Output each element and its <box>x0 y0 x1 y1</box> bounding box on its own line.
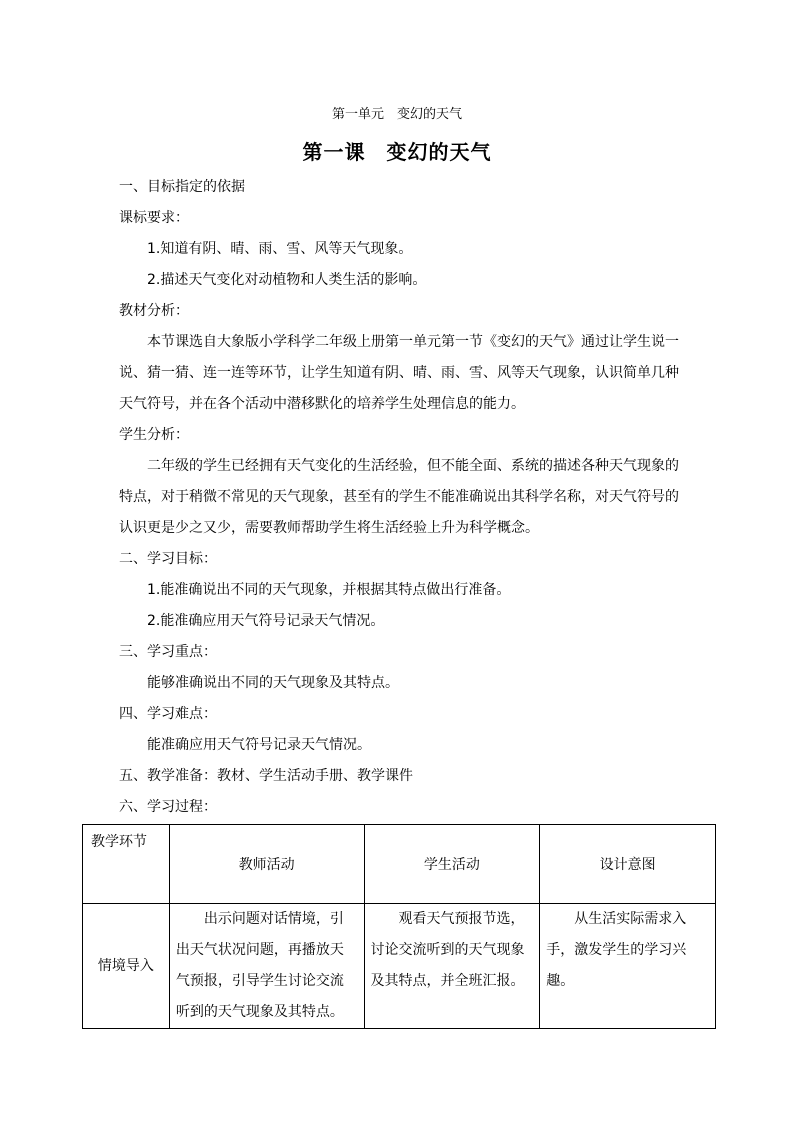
goal-item: 2.能准确应用天气符号记录天气情况。 <box>147 613 385 629</box>
teacher-activity-cell: 出示问题对话情境，引出天气状况问题，再播放天气预报，引导学生讨论交流听到的天气现象及其特点。 <box>169 904 364 1029</box>
table-header-cell: 教学环节 <box>83 825 170 904</box>
stage-cell: 情境导入 <box>83 904 170 1029</box>
process-heading: 六、学习过程： <box>119 799 217 815</box>
document-body <box>119 172 679 823</box>
table-header-cell: 学生活动 <box>364 825 540 904</box>
unit-title: 第一单元 变幻的天气 <box>331 107 462 122</box>
process-table <box>82 824 716 1029</box>
curriculum-item: 2.描述天气变化对动植物和人类生活的影响。 <box>147 272 427 288</box>
difficulty-heading: 四、学习难点： <box>119 706 217 722</box>
table-header-cell: 教师活动 <box>169 825 364 904</box>
prep-text: 五、教学准备：教材、学生活动手册、教学课件 <box>119 768 413 784</box>
table-header-cell: 设计意图 <box>540 825 716 904</box>
textbook-label: 教材分析： <box>119 303 189 319</box>
design-intent-cell: 从生活实际需求入手，激发学生的学习兴趣。 <box>540 904 716 1029</box>
table-row <box>83 904 716 1029</box>
key-heading: 三、学习重点： <box>119 644 217 660</box>
lesson-title: 第一课 变幻的天气 <box>302 140 492 164</box>
basis-heading: 一、目标指定的依据 <box>119 179 245 195</box>
textbook-paragraph: 本节课选自大象版小学科学二年级上册第一单元第一节《变幻的天气》通过让学生说一说、猜一猜、连一连等环节，让学生知道有阴、晴、雨、雪、风等天气现象，认识简单几种天气符号，并在各个活动中潜移默化的培养学生处理信息的能力。 <box>119 334 679 412</box>
goals-heading: 二、学习目标： <box>119 551 217 567</box>
curriculum-item: 1.知道有阴、晴、雨、雪、风等天气现象。 <box>147 241 413 257</box>
student-paragraph: 二年级的学生已经拥有天气变化的生活经验，但不能全面、系统的描述各种天气现象的特点，对于稍微不常见的天气现象，甚至有的学生不能准确说出其科学名称，对天气符号的认识更是少之又少，需要教师帮助学生将生活经验上升为科学概念。 <box>119 458 679 536</box>
curriculum-label: 课标要求： <box>119 210 189 226</box>
difficulty-text: 能准确应用天气符号记录天气情况。 <box>147 737 371 753</box>
student-label: 学生分析： <box>119 427 189 443</box>
student-activity-cell: 观看天气预报节选，讨论交流听到的天气现象及其特点，并全班汇报。 <box>364 904 540 1029</box>
key-text: 能够准确说出不同的天气现象及其特点。 <box>147 675 399 691</box>
goal-item: 1.能准确说出不同的天气现象，并根据其特点做出行准备。 <box>147 582 511 598</box>
table-header-row <box>83 825 716 904</box>
